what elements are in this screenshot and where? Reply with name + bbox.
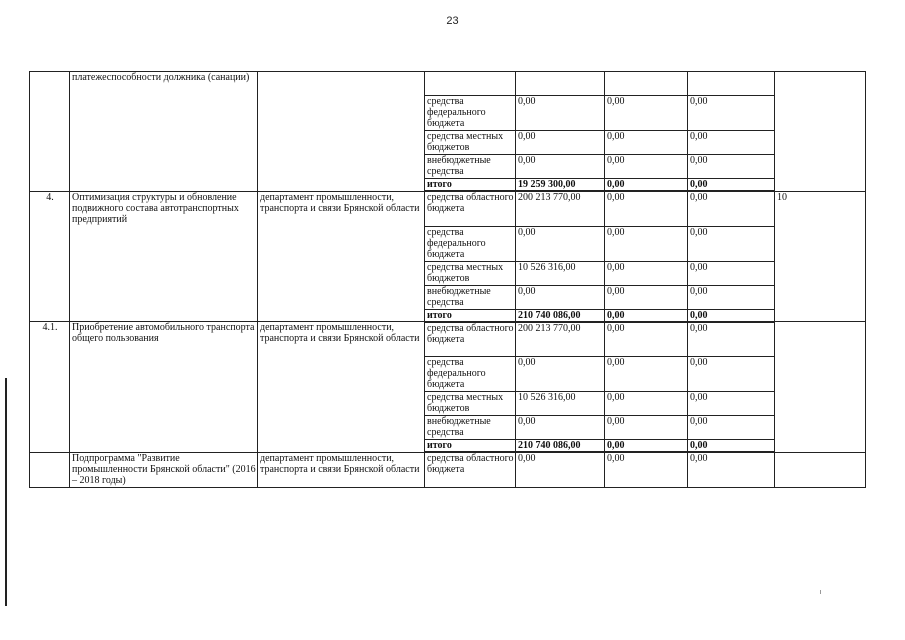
funding-source: итого xyxy=(425,179,516,192)
amount-year-2: 0,00 xyxy=(605,226,688,261)
amount-year-1: 200 213 770,00 xyxy=(516,322,605,357)
responsible-department: департамент промышленности, транспорта и связи Брянской области xyxy=(258,322,425,453)
amount-year-1: 10 526 316,00 xyxy=(516,392,605,416)
funding-source: итого xyxy=(425,309,516,322)
target-indicator xyxy=(775,452,866,487)
amount-year-2: 0,00 xyxy=(605,285,688,309)
responsible-department xyxy=(258,72,425,192)
table-row xyxy=(30,191,866,226)
measure-name: Оптимизация структуры и обновление подвижного состава автотранспортных предприятий xyxy=(70,191,258,322)
funding-source: средства местных бюджетов xyxy=(425,392,516,416)
amount-year-1: 10 526 316,00 xyxy=(516,261,605,285)
measure-name: Приобретение автомобильного транспорта общего пользования xyxy=(70,322,258,453)
item-number: 4. xyxy=(30,191,70,322)
funding-source: внебюджетные средства xyxy=(425,285,516,309)
amount-year-3: 0,00 xyxy=(688,416,775,440)
target-indicator xyxy=(775,322,866,453)
amount-year-1: 0,00 xyxy=(516,416,605,440)
page-number: 23 xyxy=(446,15,459,27)
amount-year-3: 0,00 xyxy=(688,226,775,261)
table-row xyxy=(30,322,866,357)
amount-year-3 xyxy=(688,72,775,96)
amount-year-2 xyxy=(605,72,688,96)
amount-year-1: 0,00 xyxy=(516,226,605,261)
target-indicator: 10 xyxy=(775,191,866,322)
amount-year-2: 0,00 xyxy=(605,191,688,226)
amount-year-1: 19 259 300,00 xyxy=(516,179,605,192)
amount-year-2: 0,00 xyxy=(605,392,688,416)
funding-source: средства федерального бюджета xyxy=(425,226,516,261)
responsible-department: департамент промышленности, транспорта и связи Брянской области xyxy=(258,452,425,487)
amount-year-2: 0,00 xyxy=(605,131,688,155)
amount-year-2: 0,00 xyxy=(605,179,688,192)
amount-year-3: 0,00 xyxy=(688,322,775,357)
funding-source: средства областного бюджета xyxy=(425,452,516,487)
amount-year-2: 0,00 xyxy=(605,357,688,392)
amount-year-2: 0,00 xyxy=(605,309,688,322)
amount-year-1: 0,00 xyxy=(516,131,605,155)
item-number: 4.1. xyxy=(30,322,70,453)
amount-year-3: 0,00 xyxy=(688,131,775,155)
funding-source: средства федерального бюджета xyxy=(425,96,516,131)
amount-year-1: 210 740 086,00 xyxy=(516,440,605,453)
amount-year-1: 200 213 770,00 xyxy=(516,191,605,226)
amount-year-1: 210 740 086,00 xyxy=(516,309,605,322)
funding-source: средства местных бюджетов xyxy=(425,261,516,285)
table-row xyxy=(30,72,866,96)
amount-year-3: 0,00 xyxy=(688,392,775,416)
amount-year-1: 0,00 xyxy=(516,452,605,487)
item-number xyxy=(30,452,70,487)
item-number xyxy=(30,72,70,192)
amount-year-2: 0,00 xyxy=(605,155,688,179)
amount-year-2: 0,00 xyxy=(605,440,688,453)
scan-speck xyxy=(820,590,821,594)
table-row xyxy=(30,452,866,487)
target-indicator xyxy=(775,72,866,192)
measure-name: платежеспособности должника (санации) xyxy=(70,72,258,192)
funding-source: итого xyxy=(425,440,516,453)
amount-year-1: 0,00 xyxy=(516,155,605,179)
measure-name: Подпрограмма "Развитие промышленности Брянской области" (2016 – 2018 годы) xyxy=(70,452,258,487)
amount-year-3: 0,00 xyxy=(688,155,775,179)
funding-source: средства областного бюджета xyxy=(425,191,516,226)
amount-year-3: 0,00 xyxy=(688,191,775,226)
amount-year-1: 0,00 xyxy=(516,96,605,131)
amount-year-3: 0,00 xyxy=(688,285,775,309)
amount-year-2: 0,00 xyxy=(605,96,688,131)
amount-year-3: 0,00 xyxy=(688,261,775,285)
amount-year-2: 0,00 xyxy=(605,452,688,487)
funding-source: средства областного бюджета xyxy=(425,322,516,357)
amount-year-1 xyxy=(516,72,605,96)
amount-year-3: 0,00 xyxy=(688,96,775,131)
funding-source: внебюджетные средства xyxy=(425,155,516,179)
funding-source xyxy=(425,72,516,96)
amount-year-2: 0,00 xyxy=(605,322,688,357)
amount-year-3: 0,00 xyxy=(688,309,775,322)
responsible-department: департамент промышленности, транспорта и связи Брянской области xyxy=(258,191,425,322)
funding-source: внебюджетные средства xyxy=(425,416,516,440)
budget-table xyxy=(29,71,866,488)
scan-edge-mark xyxy=(5,378,7,606)
amount-year-3: 0,00 xyxy=(688,357,775,392)
amount-year-1: 0,00 xyxy=(516,285,605,309)
amount-year-3: 0,00 xyxy=(688,452,775,487)
amount-year-2: 0,00 xyxy=(605,261,688,285)
amount-year-1: 0,00 xyxy=(516,357,605,392)
amount-year-3: 0,00 xyxy=(688,440,775,453)
funding-source: средства местных бюджетов xyxy=(425,131,516,155)
amount-year-2: 0,00 xyxy=(605,416,688,440)
funding-source: средства федерального бюджета xyxy=(425,357,516,392)
amount-year-3: 0,00 xyxy=(688,179,775,192)
